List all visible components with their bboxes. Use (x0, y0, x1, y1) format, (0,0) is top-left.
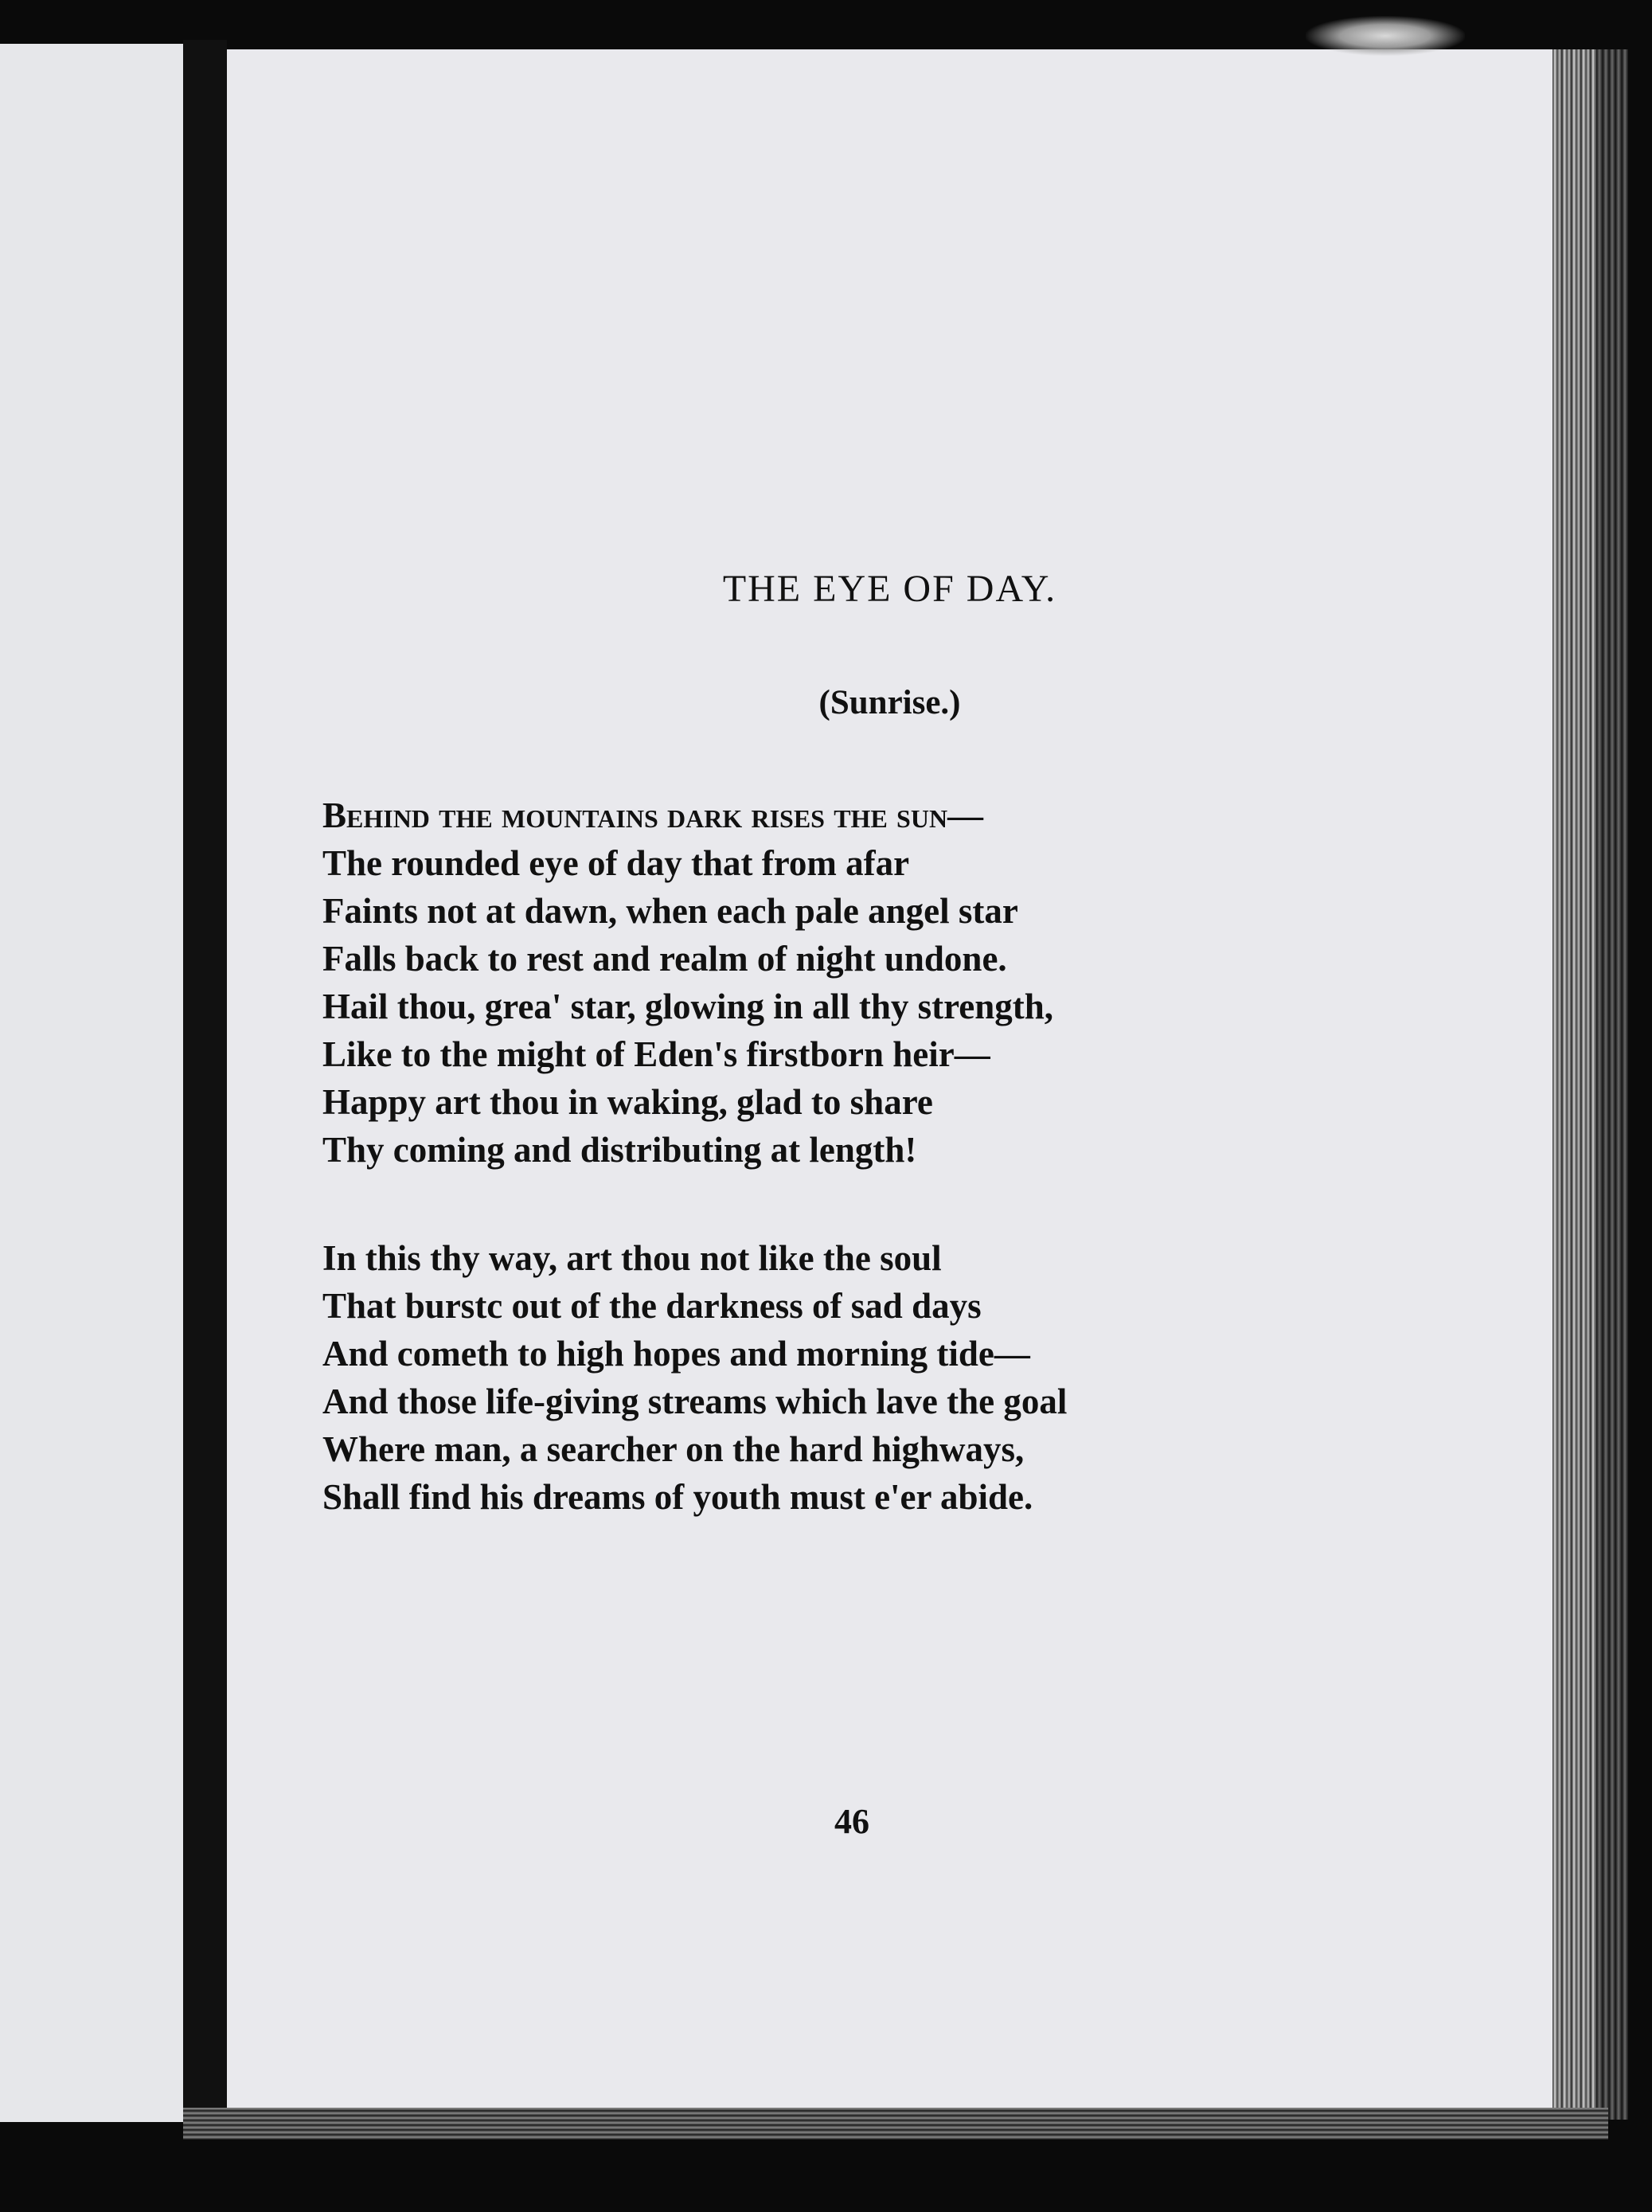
torn-corner (1306, 16, 1465, 56)
poem-line: Shall find his dreams of youth must e'er abide. (322, 1477, 1033, 1517)
poem-subtitle: (Sunrise.) (818, 684, 961, 721)
poem-line: Behind the mountains dark rises the sun— (322, 795, 984, 835)
poem-line: Faints not at dawn, when each pale angel star (322, 891, 1018, 931)
poem-title: THE EYE OF DAY. (722, 568, 1057, 610)
page-number: 46 (834, 1802, 869, 1841)
poem-line: That burstc out of the darkness of sad days (322, 1286, 982, 1326)
book-cover-edge (1596, 49, 1628, 2120)
poem-line: Happy art thou in waking, glad to share (322, 1082, 933, 1122)
poem-line: Thy coming and distributing at length! (322, 1130, 917, 1170)
poem-line: Hail thou, grea' star, glowing in all thy strength, (322, 987, 1054, 1026)
poem-line: And those life-giving streams which lave the goal (322, 1382, 1068, 1421)
poem-line: Falls back to rest and realm of night undone. (322, 939, 1007, 979)
facing-page (0, 44, 183, 2122)
poem-line: And cometh to high hopes and morning tide— (322, 1334, 1030, 1374)
poem-line: Like to the might of Eden's firstborn heir— (322, 1034, 990, 1074)
bottom-page-edges (183, 2108, 1608, 2140)
stanza (322, 791, 1053, 1174)
book-gutter (183, 40, 227, 2110)
stanza (322, 1234, 1067, 1521)
page-edges (1552, 49, 1596, 2112)
poem-line: In this thy way, art thou not like the soul (322, 1238, 942, 1278)
poem-line: The rounded eye of day that from afar (322, 843, 910, 883)
poem-line: Where man, a searcher on the hard highways, (322, 1429, 1025, 1469)
